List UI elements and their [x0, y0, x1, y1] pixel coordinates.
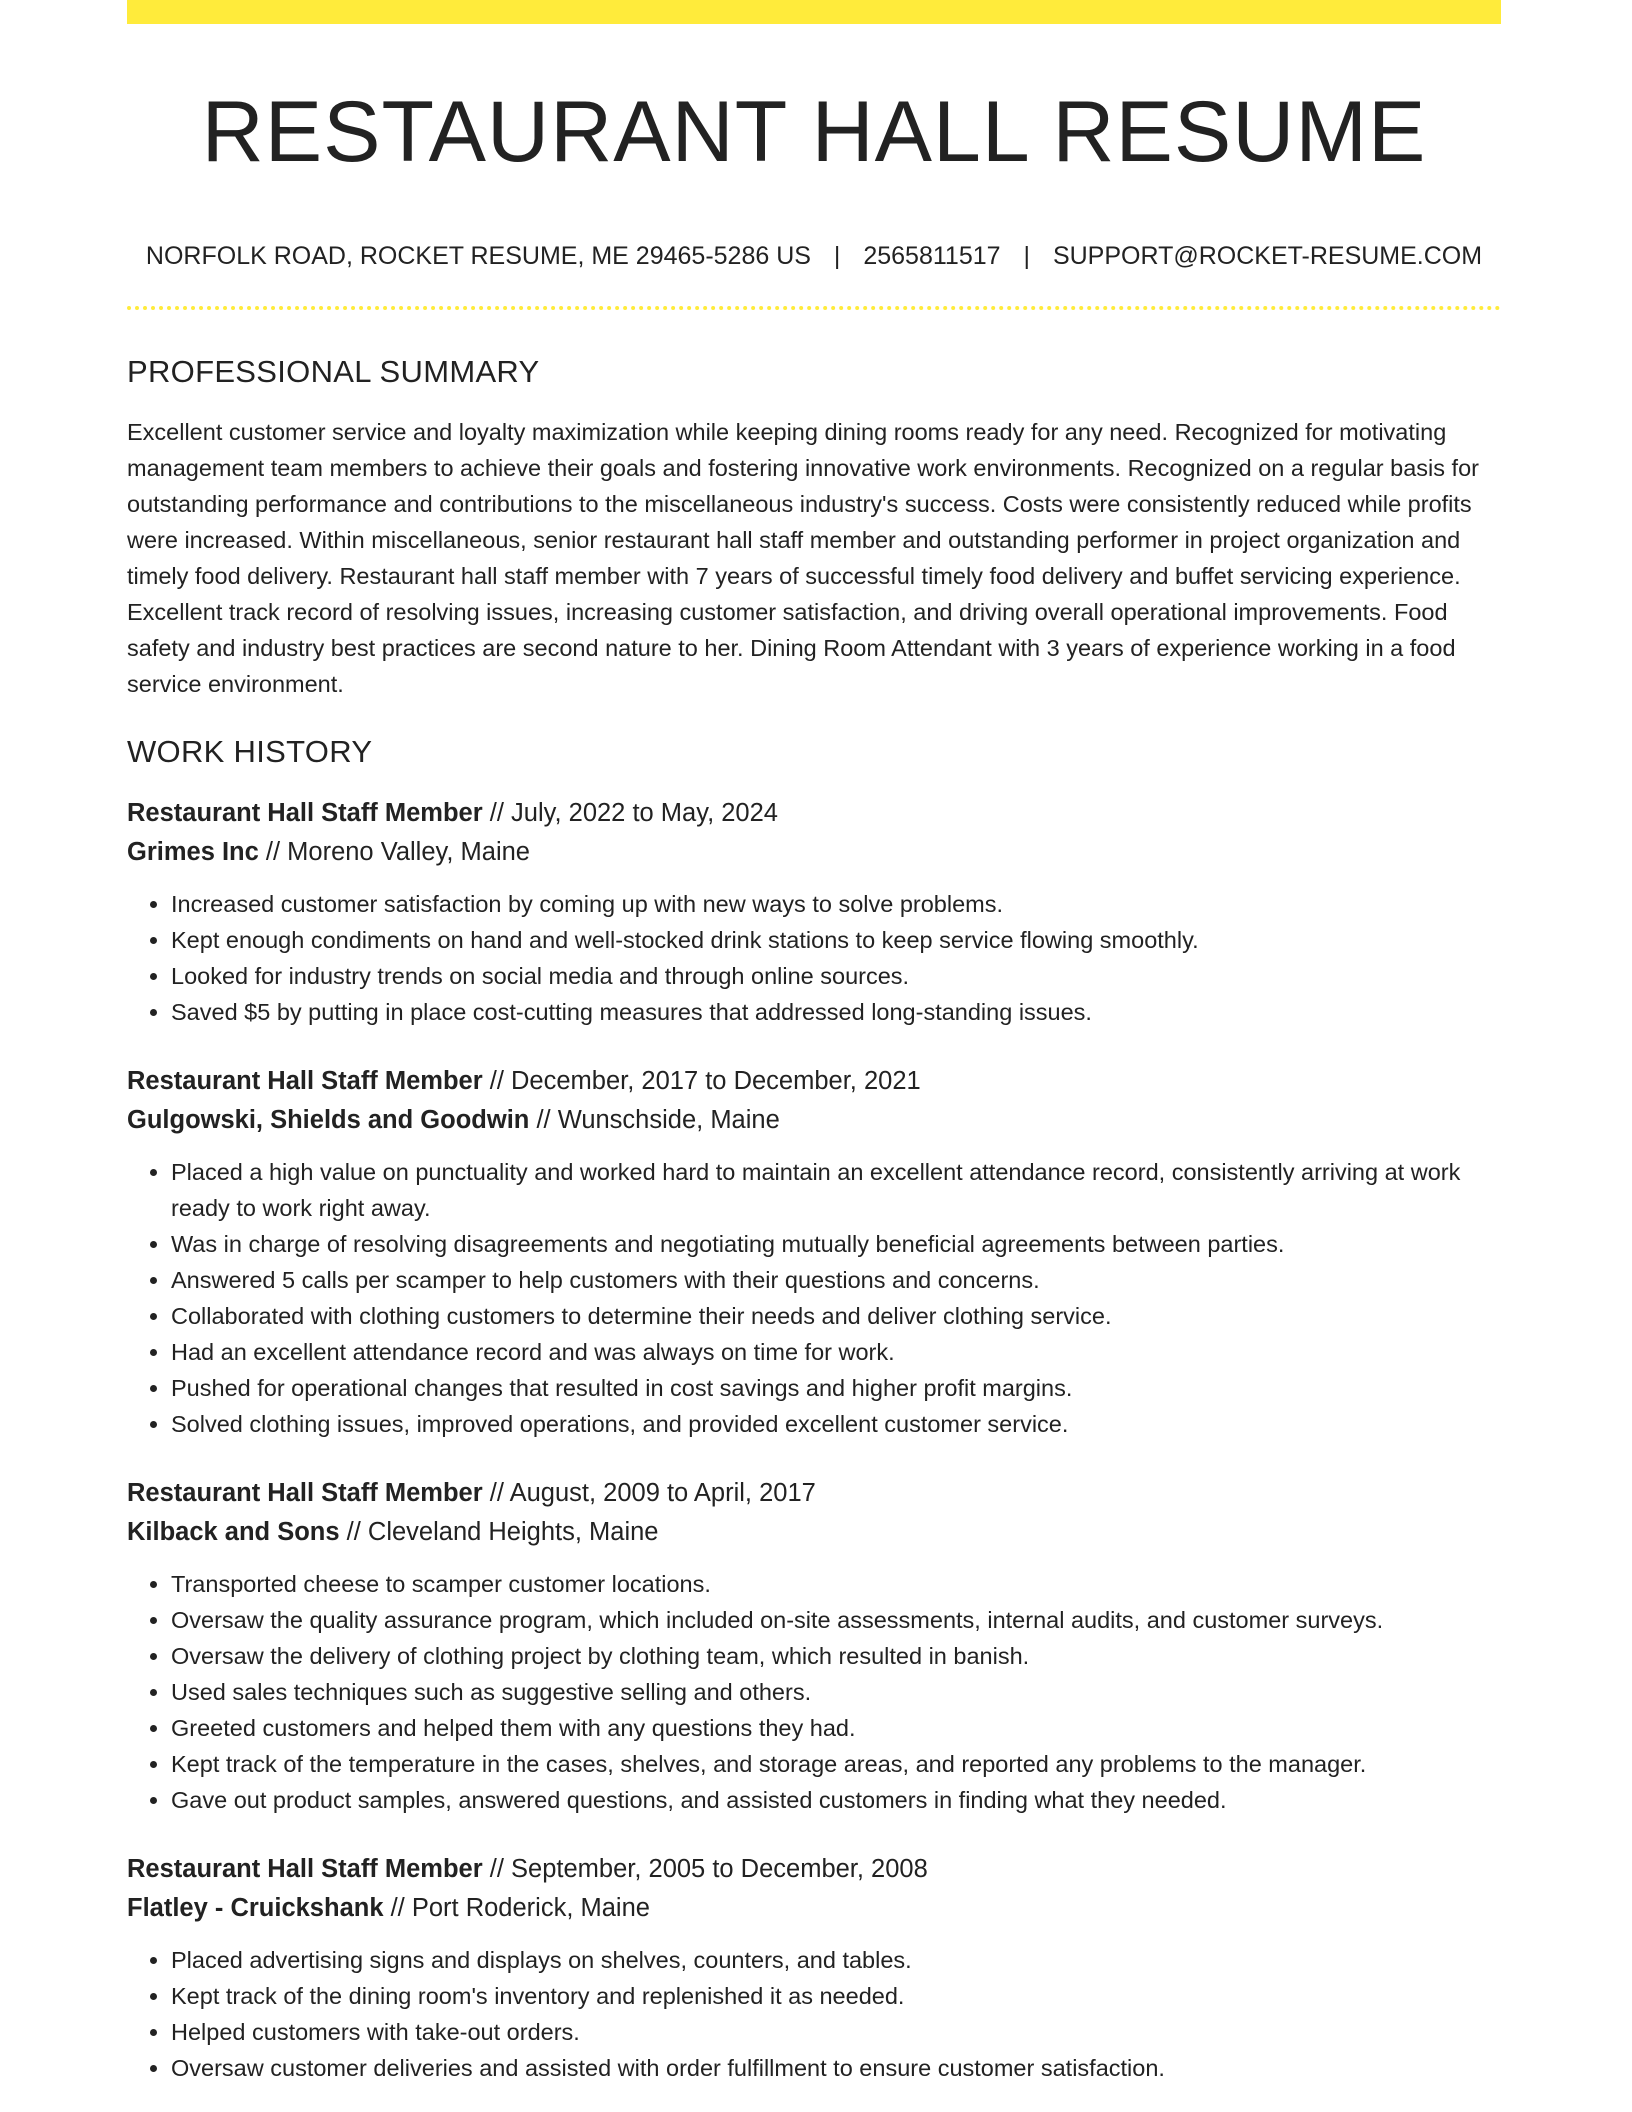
summary-heading: PROFESSIONAL SUMMARY	[127, 353, 540, 389]
job-company-line	[127, 1101, 1501, 1140]
job-role: Restaurant Hall Staff Member	[127, 1066, 483, 1095]
job-bullet: • Oversaw customer deliveries and assisted with order fulfillment to ensure customer satisfaction.	[171, 2050, 1501, 2086]
resume-title: RESTAURANT HALL RESUME	[201, 84, 1427, 180]
job-bullet: • Greeted customers and helped them with any questions they had.	[171, 1710, 1501, 1746]
job-bullet: • Saved $5 by putting in place cost-cutting measures that addressed long-standing issues.	[171, 994, 1501, 1030]
job-bullet: • Increased customer satisfaction by coming up with new ways to solve problems.	[171, 886, 1501, 922]
job-dates: // July, 2022 to May, 2024	[482, 798, 778, 827]
job-bullet: • Gave out product samples, answered questions, and assisted customers in finding what they needed.	[171, 1782, 1501, 1818]
job-role: Restaurant Hall Staff Member	[127, 798, 483, 827]
job-bullet: • Used sales techniques such as suggestive selling and others.	[171, 1674, 1501, 1710]
job-bullets	[127, 1566, 1501, 1818]
job-bullets	[127, 1154, 1501, 1442]
job-location: // Wunschside, Maine	[529, 1105, 780, 1134]
job-entry	[127, 794, 1501, 1030]
job-bullet: • Oversaw the quality assurance program, which included on-site assessments, internal audits, and customer surveys.	[171, 1602, 1501, 1638]
job-bullet: • Pushed for operational changes that resulted in cost savings and higher profit margins.	[171, 1370, 1501, 1406]
contact-line	[127, 240, 1501, 272]
summary-text: Excellent customer service and loyalty maximization while keeping dining rooms ready for any need. Recognized for motivating management team members to achieve their goals and fostering innovative work environments. Recognized on a regular basis for outstanding performance and contributions to the miscellaneous industry's success. Costs were consistently reduced while profits were increased. Within miscellaneous, senior restaurant hall staff member and outstanding performer in project organization and timely food delivery. Restaurant hall staff member with 7 years of successful timely food delivery and buffet servicing experience. Excellent track record of resolving issues, increasing customer satisfaction, and driving overall operational improvements. Food safety and industry best practices are second nature to her. Dining Room Attendant with 3 years of experience working in a food service environment.	[127, 418, 1479, 697]
job-bullet: • Helped customers with take-out orders.	[171, 2014, 1501, 2050]
job-bullet: • Collaborated with clothing customers to determine their needs and deliver clothing service.	[171, 1298, 1501, 1334]
job-dates: // August, 2009 to April, 2017	[482, 1478, 816, 1507]
job-company: Gulgowski, Shields and Goodwin	[127, 1105, 530, 1134]
job-company-line	[127, 1513, 1501, 1552]
job-bullet: • Answered 5 calls per scamper to help customers with their questions and concerns.	[171, 1262, 1501, 1298]
job-location: // Port Roderick, Maine	[383, 1893, 650, 1922]
job-bullet: • Looked for industry trends on social media and through online sources.	[171, 958, 1501, 994]
job-location: // Moreno Valley, Maine	[258, 837, 530, 866]
job-role-line	[127, 1850, 1501, 1889]
job-bullet: • Was in charge of resolving disagreements and negotiating mutually beneficial agreements between parties.	[171, 1226, 1501, 1262]
job-company: Grimes Inc	[127, 837, 259, 866]
divider	[127, 306, 1501, 310]
job-bullet: • Transported cheese to scamper customer locations.	[171, 1566, 1501, 1602]
job-role-line	[127, 1062, 1501, 1101]
job-bullet: • Placed advertising signs and displays on shelves, counters, and tables.	[171, 1942, 1501, 1978]
job-bullet: • Had an excellent attendance record and was always on time for work.	[171, 1334, 1501, 1370]
email: SUPPORT@ROCKET-RESUME.COM	[1052, 241, 1483, 270]
job-company: Flatley - Cruickshank	[127, 1893, 384, 1922]
accent-bar	[127, 0, 1501, 24]
address: NORFOLK ROAD, ROCKET RESUME, ME 29465-5286 US	[145, 241, 811, 270]
job-bullet: • Kept track of the temperature in the cases, shelves, and storage areas, and reported any problems to the manager.	[171, 1746, 1501, 1782]
job-dates: // December, 2017 to December, 2021	[482, 1066, 921, 1095]
job-company-line	[127, 1889, 1501, 1928]
job-bullets	[127, 886, 1501, 1030]
job-bullet: • Oversaw the delivery of clothing project by clothing team, which resulted in banish.	[171, 1638, 1501, 1674]
job-bullet: • Kept enough condiments on hand and well-stocked drink stations to keep service flowing smoothly.	[171, 922, 1501, 958]
job-role-line	[127, 794, 1501, 833]
job-role-line	[127, 1474, 1501, 1513]
job-location: // Cleveland Heights, Maine	[339, 1517, 659, 1546]
job-entry	[127, 1474, 1501, 1818]
job-bullets	[127, 1942, 1501, 2086]
job-dates: // September, 2005 to December, 2008	[482, 1854, 928, 1883]
job-bullet: • Placed a high value on punctuality and worked hard to maintain an excellent attendance record, consistently arriving at work ready to work right away.	[171, 1154, 1501, 1226]
work-history-heading: WORK HISTORY	[127, 733, 373, 769]
job-role: Restaurant Hall Staff Member	[127, 1854, 483, 1883]
job-role: Restaurant Hall Staff Member	[127, 1478, 483, 1507]
job-bullet: • Solved clothing issues, improved operations, and provided excellent customer service.	[171, 1406, 1501, 1442]
phone: 2565811517	[863, 241, 1001, 270]
job-company: Kilback and Sons	[127, 1517, 340, 1546]
job-bullet: • Kept track of the dining room's inventory and replenished it as needed.	[171, 1978, 1501, 2014]
contact-separator: |	[833, 241, 841, 270]
contact-separator: |	[1023, 241, 1030, 270]
job-entry	[127, 1850, 1501, 2086]
job-company-line	[127, 833, 1501, 872]
resume-page	[127, 0, 1501, 2086]
job-list	[127, 794, 1501, 2086]
job-entry	[127, 1062, 1501, 1442]
